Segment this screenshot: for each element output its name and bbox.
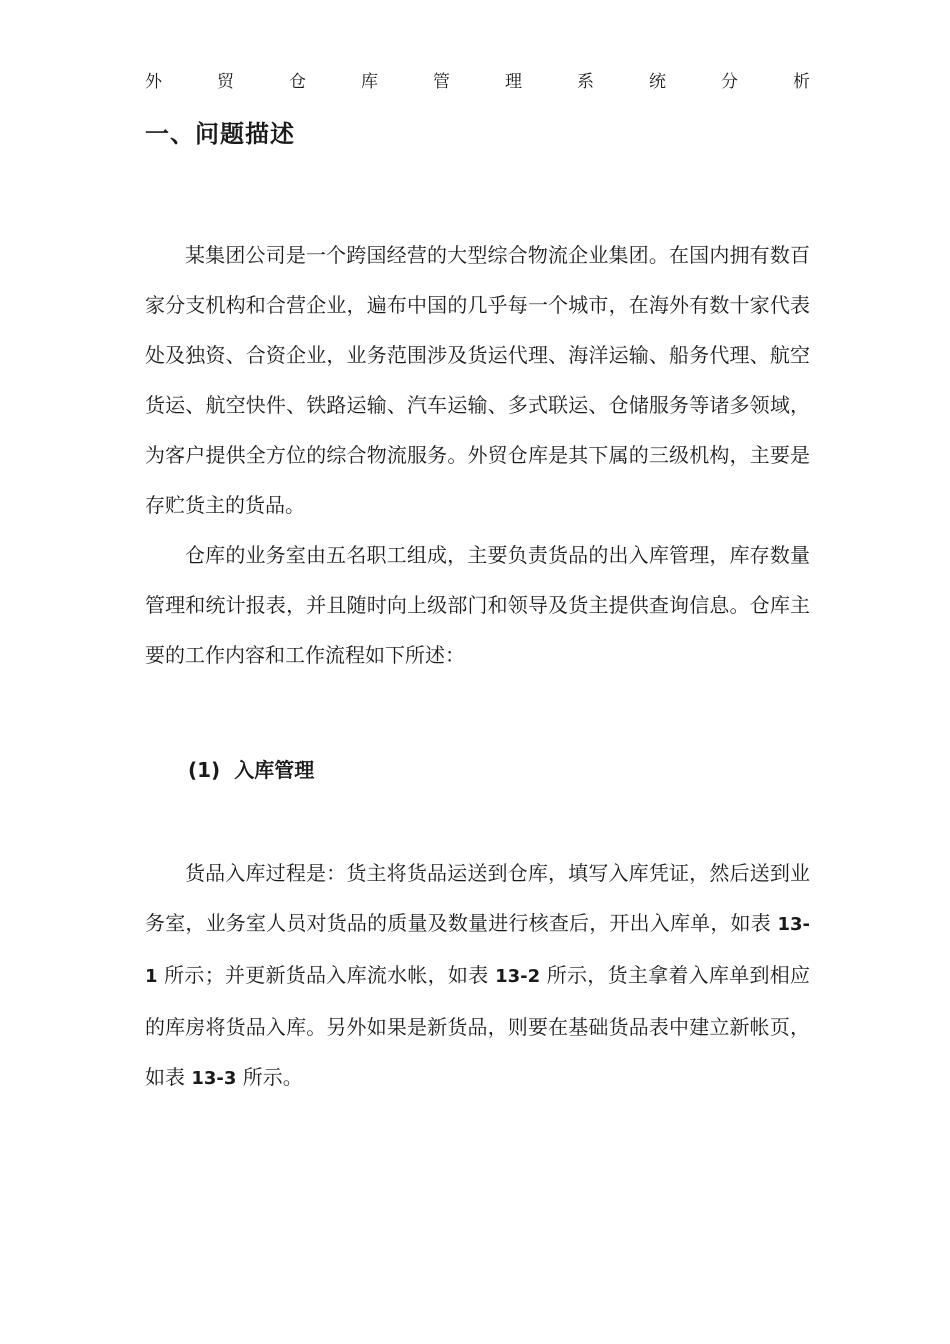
subheading-number: (1) (188, 758, 221, 782)
paragraph-text: 所示；并更新货品入库流水帐，如表 (157, 963, 496, 987)
paragraph-text: 货品入库过程是：货主将货品运送到仓库，填写入库凭证，然后送到业务室，业务室人员对货品的质量及数量进行核查后，开出入库单，如表 (145, 861, 810, 935)
section-heading: 一、问题描述 (145, 120, 295, 148)
title-char: 理 (505, 72, 522, 92)
title-char: 库 (361, 72, 378, 92)
paragraph-company-intro: 某集团公司是一个跨国经营的大型综合物流企业集团。在国内拥有数百家分支机构和合营企业，遍布中国的几乎每一个城市，在海外有数十家代表处及独资、合资企业，业务范围涉及货运代理、海洋运输、船务代理、航空货运、航空快件、铁路运输、汽车运输、多式联运、仓储服务等诸多领域，为客户提供全方位的综合物流服务。外贸仓库是其下属的三级机构，主要是存贮货主的货品。 (145, 243, 810, 517)
title-char: 贸 (217, 72, 234, 92)
table-reference: 13-1 (145, 914, 810, 987)
paragraph-text: 所示，货主拿着入库单到相应的库房将货品入库。另外如果是新货品，则要在基础货品表中建立新帐页，如表 (145, 963, 810, 1089)
title-char: 外 (145, 72, 162, 92)
subheading-inbound-management (188, 754, 314, 786)
title-char: 仓 (289, 72, 306, 92)
title-char: 统 (649, 72, 666, 92)
title-char: 分 (721, 72, 738, 92)
title-char: 析 (793, 72, 810, 92)
subheading-text: 入库管理 (234, 758, 315, 782)
document-title (145, 70, 810, 94)
table-reference: 13-3 (191, 1068, 237, 1089)
paragraph-text: 所示。 (236, 1065, 303, 1089)
paragraph-business-office: 仓库的业务室由五名职工组成，主要负责货品的出入库管理，库存数量管理和统计报表，并且随时向上级部门和领导及货主提供查询信息。仓库主要的工作内容和工作流程如下所述： (145, 543, 810, 667)
table-reference: 13-2 (495, 966, 541, 987)
title-char: 系 (577, 72, 594, 92)
paragraph-inbound-process (145, 848, 810, 1104)
title-char: 管 (433, 72, 450, 92)
